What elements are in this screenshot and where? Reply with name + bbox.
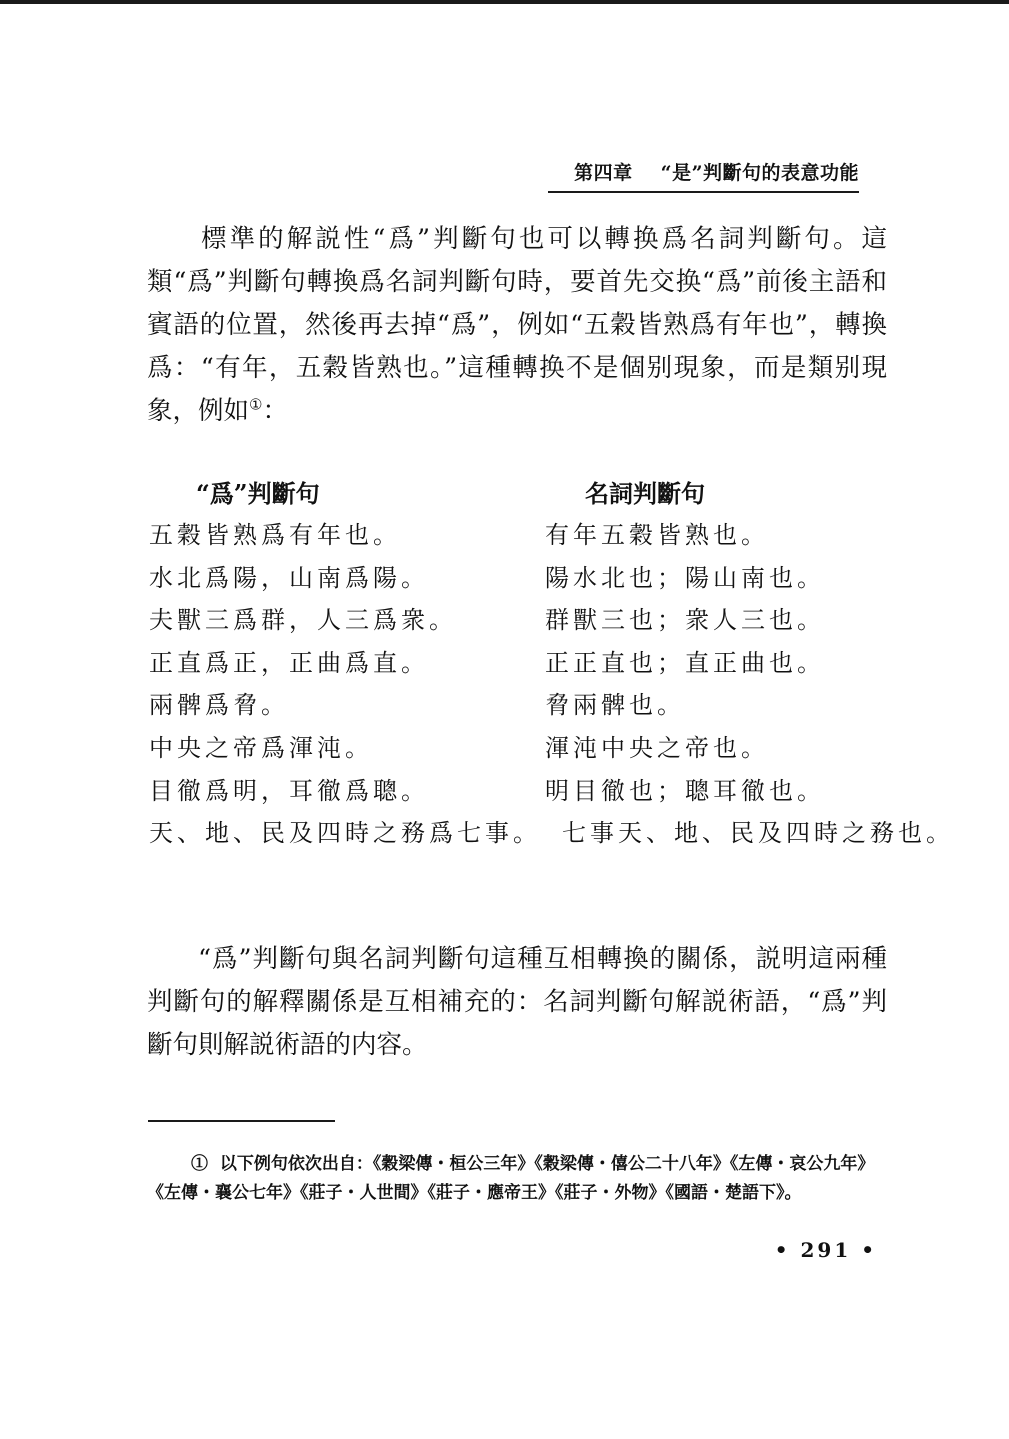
noun-judgment-item: 有年五穀皆熟也。 xyxy=(545,521,769,549)
noun-judgment-column-header: 名詞判斷句 xyxy=(585,479,705,508)
noun-judgment-item: 正正直也；直正曲也。 xyxy=(545,648,825,677)
wei-judgment-item: 五穀皆熟爲有年也。 xyxy=(149,521,401,549)
noun-judgment-item: 脅兩髀也。 xyxy=(545,691,685,720)
paragraph-1-tail: ： xyxy=(262,396,288,426)
wei-judgment-item: 兩髀爲脅。 xyxy=(149,691,289,720)
paragraph-2-text: “爲”判斷句與名詞判斷句這種互相轉換的關係，説明這兩種判斷句的解釋關係是互相補充的：名詞判斷句解説術語，“爲”判斷句則解説術語的内容。 xyxy=(147,944,887,1060)
running-head-rule xyxy=(548,191,859,193)
paragraph-1-text: 標準的解説性“爲”判斷句也可以轉换爲名詞判斷句。這類“爲”判斷句轉換爲名詞判斷句時，要首先交换“爲”前後主語和賓語的位置，然後再去掉“爲”，例如“五穀皆熟爲有年也”，轉換爲：“有年，五穀皆熟也。”這種轉换不是個别現象，而是類别現象，例如 xyxy=(147,224,887,426)
running-head-chapter: 第四章 xyxy=(574,162,633,184)
noun-judgment-item: 群獸三也；衆人三也。 xyxy=(545,606,825,635)
wei-judgment-column-header: “爲”判斷句 xyxy=(196,479,320,508)
footnote-separator xyxy=(148,1120,335,1122)
noun-judgment-item: 渾沌中央之帝也。 xyxy=(545,733,769,762)
wei-judgment-item: 正直爲正，正曲爲直。 xyxy=(149,648,429,677)
footnote-reference[interactable]: ① xyxy=(249,395,263,414)
footnote-marker: ① xyxy=(191,1154,208,1174)
noun-judgment-item: 陽水北也；陽山南也。 xyxy=(545,563,825,592)
noun-judgment-item: 七事天、地、民及四時之務也。 xyxy=(562,819,954,848)
running-head xyxy=(574,158,859,185)
noun-judgment-item: 明目徹也；聰耳徹也。 xyxy=(545,776,825,805)
page-number: • 291 • xyxy=(774,1238,877,1262)
top-border-line xyxy=(0,0,1009,4)
footnote xyxy=(147,1150,889,1208)
wei-judgment-item: 天、地、民及四時之務爲七事。 xyxy=(149,819,541,848)
paragraph-2 xyxy=(147,938,887,1067)
wei-judgment-item: 夫獸三爲群，人三爲衆。 xyxy=(149,606,457,635)
footnote-text: 以下例句依次出自：《穀梁傳・桓公三年》《穀梁傳・僖公二十八年》《左傳・哀公九年》《左傳・襄公七年》《莊子・人世間》《莊子・應帝王》《莊子・外物》《國語・楚語下》。 xyxy=(147,1154,875,1203)
wei-judgment-item: 中央之帝爲渾沌。 xyxy=(149,733,373,762)
paragraph-1 xyxy=(147,218,887,433)
wei-judgment-list xyxy=(149,520,541,861)
noun-judgment-list xyxy=(545,520,954,861)
wei-judgment-item: 水北爲陽，山南爲陽。 xyxy=(149,563,429,592)
running-head-title: “是”判斷句的表意功能 xyxy=(660,162,859,184)
wei-judgment-item: 目徹爲明，耳徹爲聰。 xyxy=(149,776,429,805)
